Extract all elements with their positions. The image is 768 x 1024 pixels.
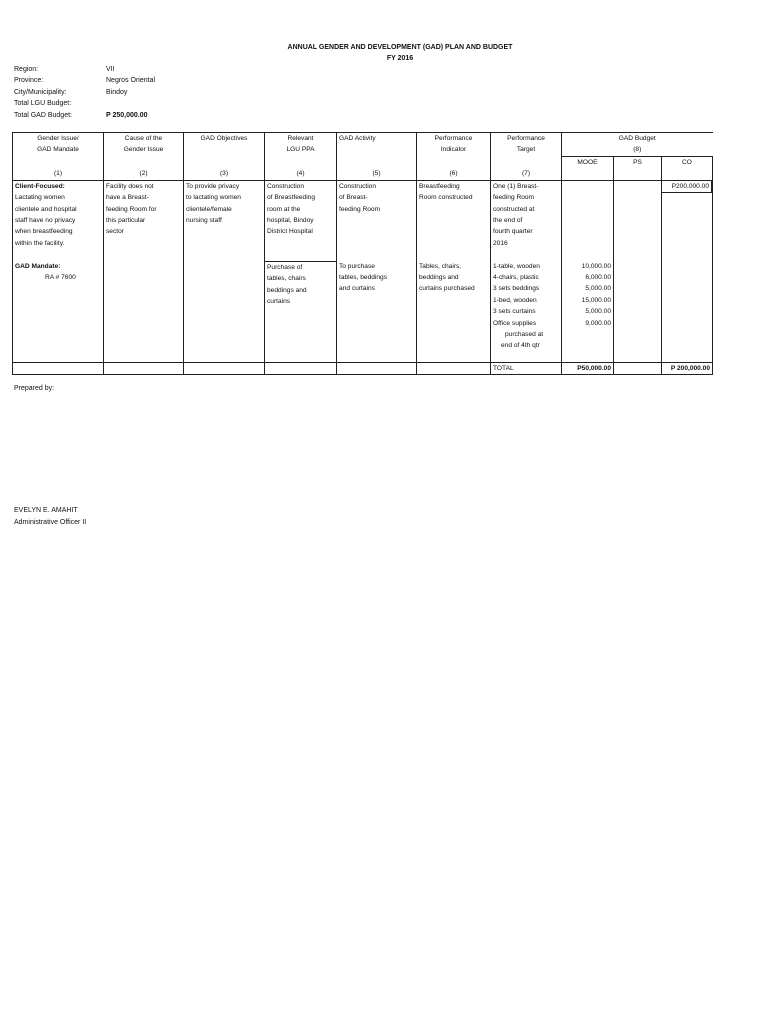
meta-lgu-budget xyxy=(14,98,214,109)
header-line: LGU PPA xyxy=(286,146,315,154)
cell-mooe xyxy=(562,180,614,362)
text-line: purchased at xyxy=(505,331,544,339)
mooe-value: 5,000.00 xyxy=(585,308,611,316)
text-line: the end of xyxy=(493,217,523,225)
empty-cell xyxy=(104,362,184,374)
text-line: of Breast- xyxy=(339,194,368,202)
signatory-name: EVELYN E. AMAHIT xyxy=(14,507,78,514)
text-line: Tables, chairs, xyxy=(419,262,462,270)
spacer xyxy=(564,181,611,192)
text-line: curtains xyxy=(267,298,291,306)
empty-cell xyxy=(337,362,417,374)
meta-value: P 250,000.00 xyxy=(106,111,148,119)
header-line: (8) xyxy=(633,146,642,154)
cell-co xyxy=(662,180,713,362)
total-mooe: P50,000.00 xyxy=(562,362,614,374)
text-line: tables, beddings xyxy=(339,274,388,281)
cell-cause xyxy=(104,180,184,362)
spacer xyxy=(339,215,414,226)
text-line: fourth quarter xyxy=(493,228,533,236)
meta-label: City/Municipality: xyxy=(14,88,67,96)
gad-plan-table xyxy=(12,132,713,375)
total-ps xyxy=(614,362,662,374)
gad-mandate-title: GAD Mandate: xyxy=(15,262,61,270)
text-line: 1-bed, wooden xyxy=(493,296,537,304)
spacer xyxy=(339,249,414,260)
text-line: have a Breast- xyxy=(106,194,149,202)
text-line: hospital, Bindoy xyxy=(267,217,314,225)
header-ps: PS xyxy=(614,156,662,180)
text-line: clientele and hospital xyxy=(15,205,77,213)
spacer xyxy=(564,249,611,260)
fiscal-year: FY 2016 xyxy=(386,55,414,62)
text-line: within the facility. xyxy=(15,239,65,247)
spacer xyxy=(419,204,488,215)
ppa-purchase xyxy=(265,262,336,308)
text-line: Purchase of xyxy=(267,263,303,271)
meta-block xyxy=(14,64,214,121)
text-line: District Hospital xyxy=(267,228,313,236)
spacer xyxy=(493,249,559,260)
col-number: (2) xyxy=(104,156,184,180)
text-line: feeding Room xyxy=(339,205,381,213)
header-row xyxy=(13,133,713,157)
text-line: tables, chairs xyxy=(267,275,306,283)
document-title: ANNUAL GENDER AND DEVELOPMENT (GAD) PLAN AND BUDGET xyxy=(287,44,513,51)
spacer xyxy=(564,215,611,226)
cell-target xyxy=(491,180,562,362)
header-gender-issue xyxy=(13,133,104,157)
text-line: staff have no privacy xyxy=(15,217,76,225)
empty-cell xyxy=(184,362,265,374)
text-line: One (1) Breast- xyxy=(493,182,539,190)
header-indicator xyxy=(417,133,491,157)
header-line: Gender Issue xyxy=(123,146,164,154)
text-line: of Breastfeeding xyxy=(267,194,316,202)
header-cause xyxy=(104,133,184,157)
header-line: Cause of the xyxy=(124,135,163,142)
header-line: GAD Mandate xyxy=(37,146,79,154)
text-line: To provide privacy xyxy=(186,182,240,190)
spacer xyxy=(419,215,488,226)
text-line: Facility does not xyxy=(106,182,154,190)
header-line: GAD Objectives xyxy=(200,135,248,142)
spacer xyxy=(339,226,414,237)
text-line: 4-chairs, plastic xyxy=(493,274,539,282)
cell-lgu-ppa xyxy=(265,180,337,362)
text-line: feeding Room xyxy=(493,194,535,202)
text-line: beddings and xyxy=(267,286,307,294)
text-line: curtains purchased xyxy=(419,285,475,293)
col-number: (3) xyxy=(184,156,265,180)
text-line: clientele/female xyxy=(186,205,232,213)
header-target xyxy=(491,133,562,157)
spacer xyxy=(564,192,611,203)
cell-indicator xyxy=(417,180,491,362)
header-co: CO xyxy=(662,156,713,180)
text-line: Construction xyxy=(267,182,305,190)
ppa-construction xyxy=(265,181,336,262)
meta-city xyxy=(14,87,214,98)
text-line: Construction xyxy=(339,182,377,190)
col-number: (1) xyxy=(13,156,104,180)
header-line: Target xyxy=(516,146,536,154)
spacer xyxy=(419,226,488,237)
text-line: nursing staff xyxy=(186,217,222,225)
mooe-value: 5,000.00 xyxy=(585,285,611,293)
header-line: GAD Activity xyxy=(339,135,376,142)
signatory-position: Administrative Officer II xyxy=(14,519,87,526)
co-value: P200,000.00 xyxy=(661,180,712,193)
text-line: when breastfeeding xyxy=(15,228,73,236)
meta-region xyxy=(14,64,214,75)
header-lgu-ppa xyxy=(265,133,337,157)
spacer xyxy=(564,238,611,249)
spacer xyxy=(419,249,488,260)
col-number: (5) xyxy=(337,156,417,180)
body-row xyxy=(13,180,713,362)
header-line: Performance xyxy=(434,135,473,142)
total-label: TOTAL xyxy=(491,362,562,374)
text-line: to lactating women xyxy=(186,194,241,202)
header-line: Performance xyxy=(507,135,545,142)
text-line: sector xyxy=(106,228,124,236)
meta-label: Region: xyxy=(14,66,39,73)
spacer xyxy=(564,204,611,215)
empty-cell xyxy=(13,362,104,374)
text-line: and curtains xyxy=(339,285,375,293)
spacer xyxy=(339,238,414,249)
text-line: beddings and xyxy=(419,273,459,281)
text-line: Lactating women xyxy=(15,194,65,202)
empty-cell xyxy=(417,362,491,374)
text-line: Room constructed xyxy=(419,194,473,202)
meta-value: Negros Oriental xyxy=(106,77,156,85)
col-number: (7) xyxy=(491,156,562,180)
header-line: GAD Budget xyxy=(618,135,656,142)
text-line: feeding Room for xyxy=(106,205,157,213)
mooe-value: 9,000.00 xyxy=(585,319,611,327)
meta-label: Total LGU Budget: xyxy=(14,100,72,108)
text-line: end of 4th qtr xyxy=(501,342,540,350)
text-line: 1-table, wooden xyxy=(493,262,540,270)
spacer xyxy=(564,226,611,237)
cell-gender-issue xyxy=(13,180,104,362)
spacer xyxy=(15,249,101,260)
total-row xyxy=(13,362,713,374)
prepared-by-label: Prepared by: xyxy=(14,385,55,392)
empty-cell xyxy=(265,362,337,374)
mooe-value: 6,000.00 xyxy=(585,273,611,281)
client-focused-title: Client-Focused: xyxy=(15,182,65,190)
cell-activity xyxy=(337,180,417,362)
mooe-value: 10,000.00 xyxy=(581,262,611,270)
header-objectives xyxy=(184,133,265,157)
col-number: (6) xyxy=(417,156,491,180)
text-line: constructed at xyxy=(493,205,535,213)
text-line: 3 sets curtains xyxy=(493,308,536,316)
text-line: room at the xyxy=(267,205,301,213)
text-line: 2016 xyxy=(493,239,508,247)
mooe-value: 15,000.00 xyxy=(581,296,611,304)
header-line: Relevant xyxy=(287,135,314,142)
col-number: (4) xyxy=(265,156,337,180)
gad-mandate-value: RA # 7600 xyxy=(45,274,76,282)
header-activity xyxy=(337,133,417,157)
header-mooe: MOOE xyxy=(562,156,614,180)
spacer xyxy=(419,238,488,249)
text-line: this particular xyxy=(106,217,146,225)
text-line: To purchase xyxy=(339,262,375,270)
header-line: Indicator xyxy=(440,146,467,154)
number-row xyxy=(13,156,713,180)
text-line: 3 sets beddings xyxy=(493,285,540,293)
meta-gad-budget xyxy=(14,110,214,121)
meta-value: Bindoy xyxy=(106,88,128,96)
cell-ps xyxy=(614,180,662,362)
meta-province xyxy=(14,75,214,86)
text-line: Office supplies xyxy=(493,319,537,327)
meta-label: Province: xyxy=(14,77,44,85)
header-gad-budget xyxy=(562,133,713,157)
total-co: P 200,000.00 xyxy=(662,362,713,374)
header-line: Gender Issue/ xyxy=(37,135,79,142)
meta-value: VII xyxy=(106,66,115,73)
text-line: Breastfeeding xyxy=(419,182,460,190)
cell-objectives xyxy=(184,180,265,362)
meta-label: Total GAD Budget: xyxy=(14,111,72,119)
